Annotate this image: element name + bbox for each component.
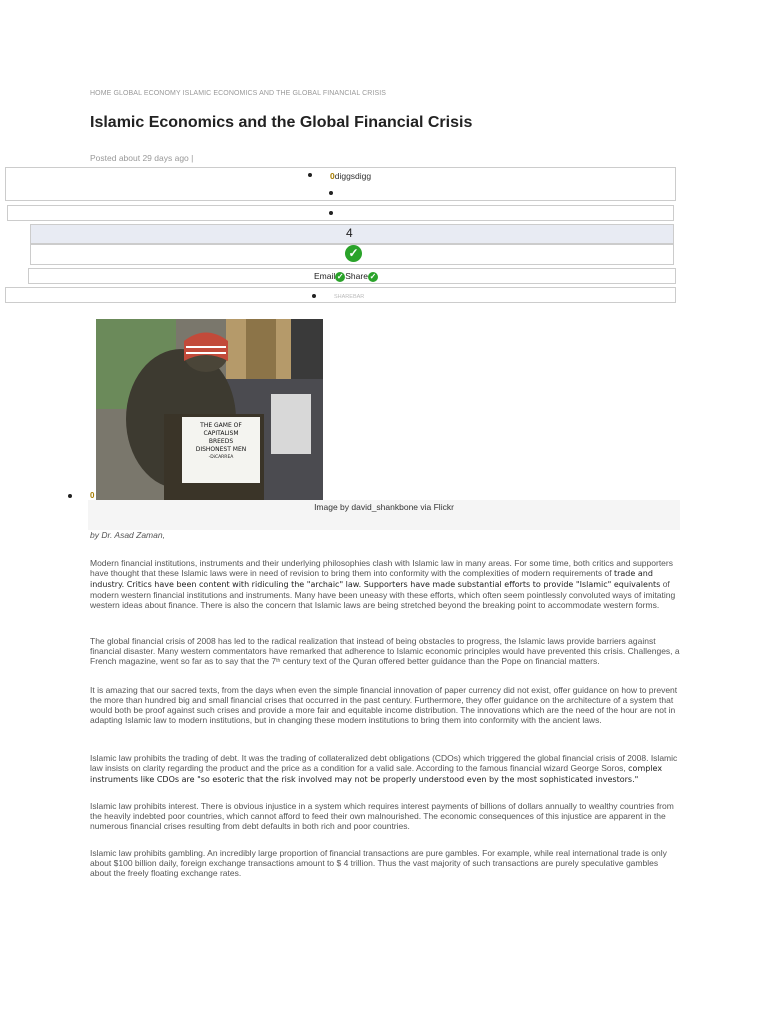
sign-line: BREEDS	[208, 438, 234, 445]
article-paragraph	[90, 558, 680, 610]
paragraph-text: It is amazing that our sacred texts, from the days when even the simple financial innovation of paper currency did not exist, offer guidance on how to prevent the more than hundred big and small financial crises that occurred in the past century. Furthermore, they offer guidance on the architecture of a system that would both be proof against such crises and provide a more fair and equitable income distribution. The innovations which are the need of the hour are not in adapting Islamic law to modern institutions, but in changing these modern institutions to bring them into conformity with the ancient laws.	[90, 685, 678, 725]
breadcrumb[interactable]: HOME GLOBAL ECONOMY ISLAMIC ECONOMICS AND THE GLOBAL FINANCIAL CRISIS	[90, 90, 387, 97]
email-share-row	[314, 271, 378, 282]
paragraph-text: century text of the Quran offered better guidance than the Pope on financial matters.	[280, 656, 600, 666]
page-title: Islamic Economics and the Global Financial Crisis	[90, 114, 473, 131]
bullet-icon	[329, 211, 333, 215]
article-paragraph	[90, 636, 680, 666]
paragraph-text: Modern financial institutions, instruments and their underlying philosophies clash with Islamic law in many areas. For some time, both critics and supporters have thought that these Islamic laws were in need of revision to bring them into conformity with the complexities of modern requirements of	[90, 558, 673, 578]
article-paragraph	[90, 848, 680, 878]
sign-line: CAPITALISM	[203, 430, 239, 437]
sharebar-label[interactable]: SHAREBAR	[334, 294, 365, 300]
digg-button[interactable]	[330, 171, 371, 181]
article-paragraph	[90, 753, 680, 785]
paragraph-text: trade and industry. Critics have been content with ridiculing the "archaic" law. Supporters have made substantial efforts to provide "Islamic" equivalents	[90, 569, 661, 589]
email-link[interactable]: Email	[314, 271, 336, 281]
check-icon: ✓	[336, 271, 344, 281]
protest-sign-text	[182, 422, 260, 462]
posted-date: Posted about 29 days ago |	[90, 153, 194, 163]
paragraph-text: The global financial crisis of 2008 has led to the radical realization that instead of being obstacles to progress, the Islamic laws provide barriers against financial disaster. Many western commentators have remarked that adherence to Islamic economic principles would have prevented this crisis. Challenges, a French magazine, went so far as to say that the 7	[90, 636, 680, 666]
paragraph-text: complex instruments like CDOs are "so esoteric that the risk involved may not be properly understood even by the most sophisticated investors."	[90, 764, 663, 784]
sign-line: THE GAME OF	[200, 422, 242, 429]
sign-signature: -DiCARREA	[208, 455, 234, 460]
photo-bullet-count: 0	[90, 491, 95, 500]
paragraph-text: of modern western financial institutions and instruments. Many have been uneasy with these efforts, which often seem pointlessly convoluted ways of imitating western ideas about finance. There is also the concern that Islamic laws are being stretched beyond the breaking point to accommodate western forms.	[90, 579, 676, 610]
digg-label: diggsdigg	[334, 171, 372, 181]
paragraph-text: Islamic law prohibits interest. There is obvious injustice in a system which requires interest payments of billions of dollars annually to wealthy countries from the heavily indebted poor countries, which cannot afford to feed their own malnourished. The economic consequences of this injustice are apparent in the numerous financial crises resulting from debt defaults in both rich and poor countries.	[90, 801, 674, 831]
bullet-icon	[308, 173, 312, 177]
check-icon: ✓	[369, 271, 377, 281]
share-link[interactable]: Share	[345, 271, 368, 281]
bullet-icon	[68, 494, 72, 498]
check-icon[interactable]: ✓	[345, 245, 362, 262]
sign-line: DISHONEST MEN	[195, 446, 247, 453]
photo-illustration	[96, 319, 323, 501]
share-row-empty	[7, 205, 674, 221]
article-photo[interactable]	[96, 319, 323, 501]
superscript: th	[276, 658, 281, 664]
bullet-icon	[329, 191, 333, 195]
share-count: 4	[346, 226, 353, 240]
article-paragraph	[90, 801, 680, 831]
article-paragraph	[90, 685, 680, 725]
paragraph-text: Islamic law prohibits the trading of debt. It was the trading of collateralized debt obligations (CDOs) which triggered the global financial crisis of 2008. Islamic law insists on clarity regarding the product and the price as a condition for a valid sale. According to the famous financial wizard George Soros,	[90, 753, 678, 773]
digg-count: 0	[330, 171, 335, 181]
paragraph-text: Islamic law prohibits gambling. An incredibly large proportion of financial transactions are pure gambles. For example, while real international trade is only about $100 billion daily, foreign exchange transactions amount to $ 4 trillion. Thus the vast majority of such transactions are purely speculative gambles about the freely floating exchange rates.	[90, 848, 667, 878]
byline: by Dr. Asad Zaman,	[90, 530, 165, 540]
photo-caption: Image by david_shankbone via Flickr	[314, 502, 454, 512]
bullet-icon	[312, 294, 316, 298]
